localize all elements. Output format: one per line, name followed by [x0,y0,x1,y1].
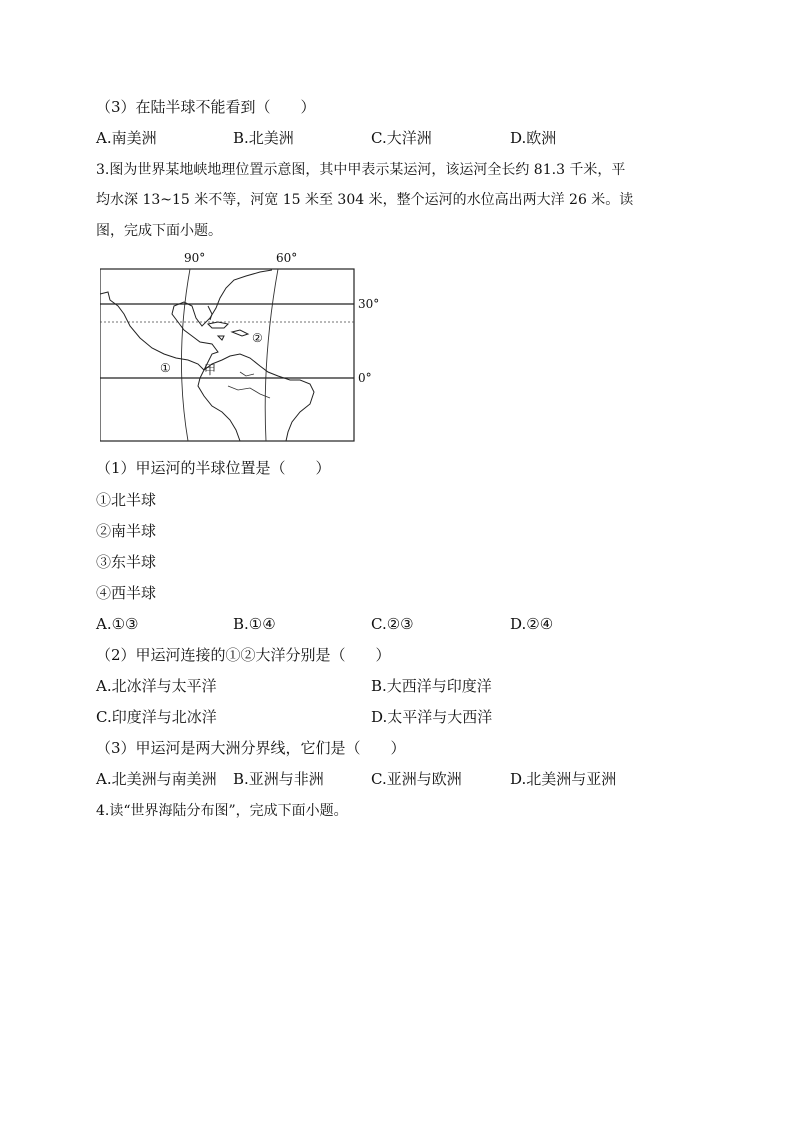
label-canal: 甲 [204,363,217,377]
question-3-intro-line-2: 均水深 13~15 米不等，河宽 15 米至 304 米，整个运河的水位高出两大洋 26 米。读 [96,192,634,208]
label-lon-90: 90° [184,251,206,265]
option-b: B.北美洲 [233,129,294,147]
sub2-option-a: A.北冰洋与太平洋 [96,677,217,695]
statement-3: ③东半球 [96,553,157,571]
option-a: A.南美洲 [96,129,157,147]
label-lat-30: 30° [358,297,380,311]
sub3-option-c: C.亚洲与欧洲 [371,770,462,788]
option-c: C.大洋洲 [371,129,432,147]
label-lat-0: 0° [358,371,372,385]
sub3-option-d: D.北美洲与亚洲 [510,770,617,788]
sub1-option-a: A.①③ [96,615,139,633]
question-3-3-stem: （3）甲运河是两大洲分界线，它们是（ ） [96,739,406,757]
meridian-90 [181,269,190,441]
statement-2: ②南半球 [96,522,157,540]
label-lon-60: 60° [276,251,298,265]
sub2-option-d: D.太平洋与大西洋 [371,708,493,726]
sub1-option-b: B.①④ [233,615,276,633]
orinoco-river [240,372,254,376]
label-ocean-1: ① [160,361,171,375]
statement-1: ①北半球 [96,491,157,509]
south-america-east-coast [204,354,314,441]
sub1-option-d: D.②④ [510,615,554,633]
meridian-60 [265,269,278,441]
isthmus-map-svg [100,248,390,444]
cuba-island [208,322,228,328]
question-4-intro: 4.读“世界海陆分布图”，完成下面小题。 [96,803,348,819]
question-3-2-stem: （2）甲运河连接的①②大洋分别是（ ） [96,646,391,664]
isthmus-map [100,248,390,444]
question-3-1-stem: （1）甲运河的半球位置是（ ） [96,459,331,477]
question-3-intro-line-1: 3.图为世界某地峡地理位置示意图，其中甲表示某运河，该运河全长约 81.3 千米，平 [96,162,626,178]
sub3-option-a: A.北美洲与南美洲 [96,770,217,788]
north-america-coast [100,270,272,370]
statement-4: ④西半球 [96,584,157,602]
question-2-3-stem: （3）在陆半球不能看到（ ） [96,98,316,116]
sub2-option-c: C.印度洋与北冰洋 [96,708,217,726]
sub2-option-b: B.大西洋与印度洋 [371,677,492,695]
label-ocean-2: ② [252,331,263,345]
option-d: D.欧洲 [510,129,557,147]
amazon-river [228,386,270,398]
sub3-option-b: B.亚洲与非洲 [233,770,324,788]
sub1-option-c: C.②③ [371,615,414,633]
question-3-intro-line-3: 图，完成下面小题。 [96,223,222,239]
map-frame [100,269,354,441]
south-america-west-coast [198,370,240,441]
jamaica-island [218,336,224,340]
hispaniola-island [232,330,248,336]
